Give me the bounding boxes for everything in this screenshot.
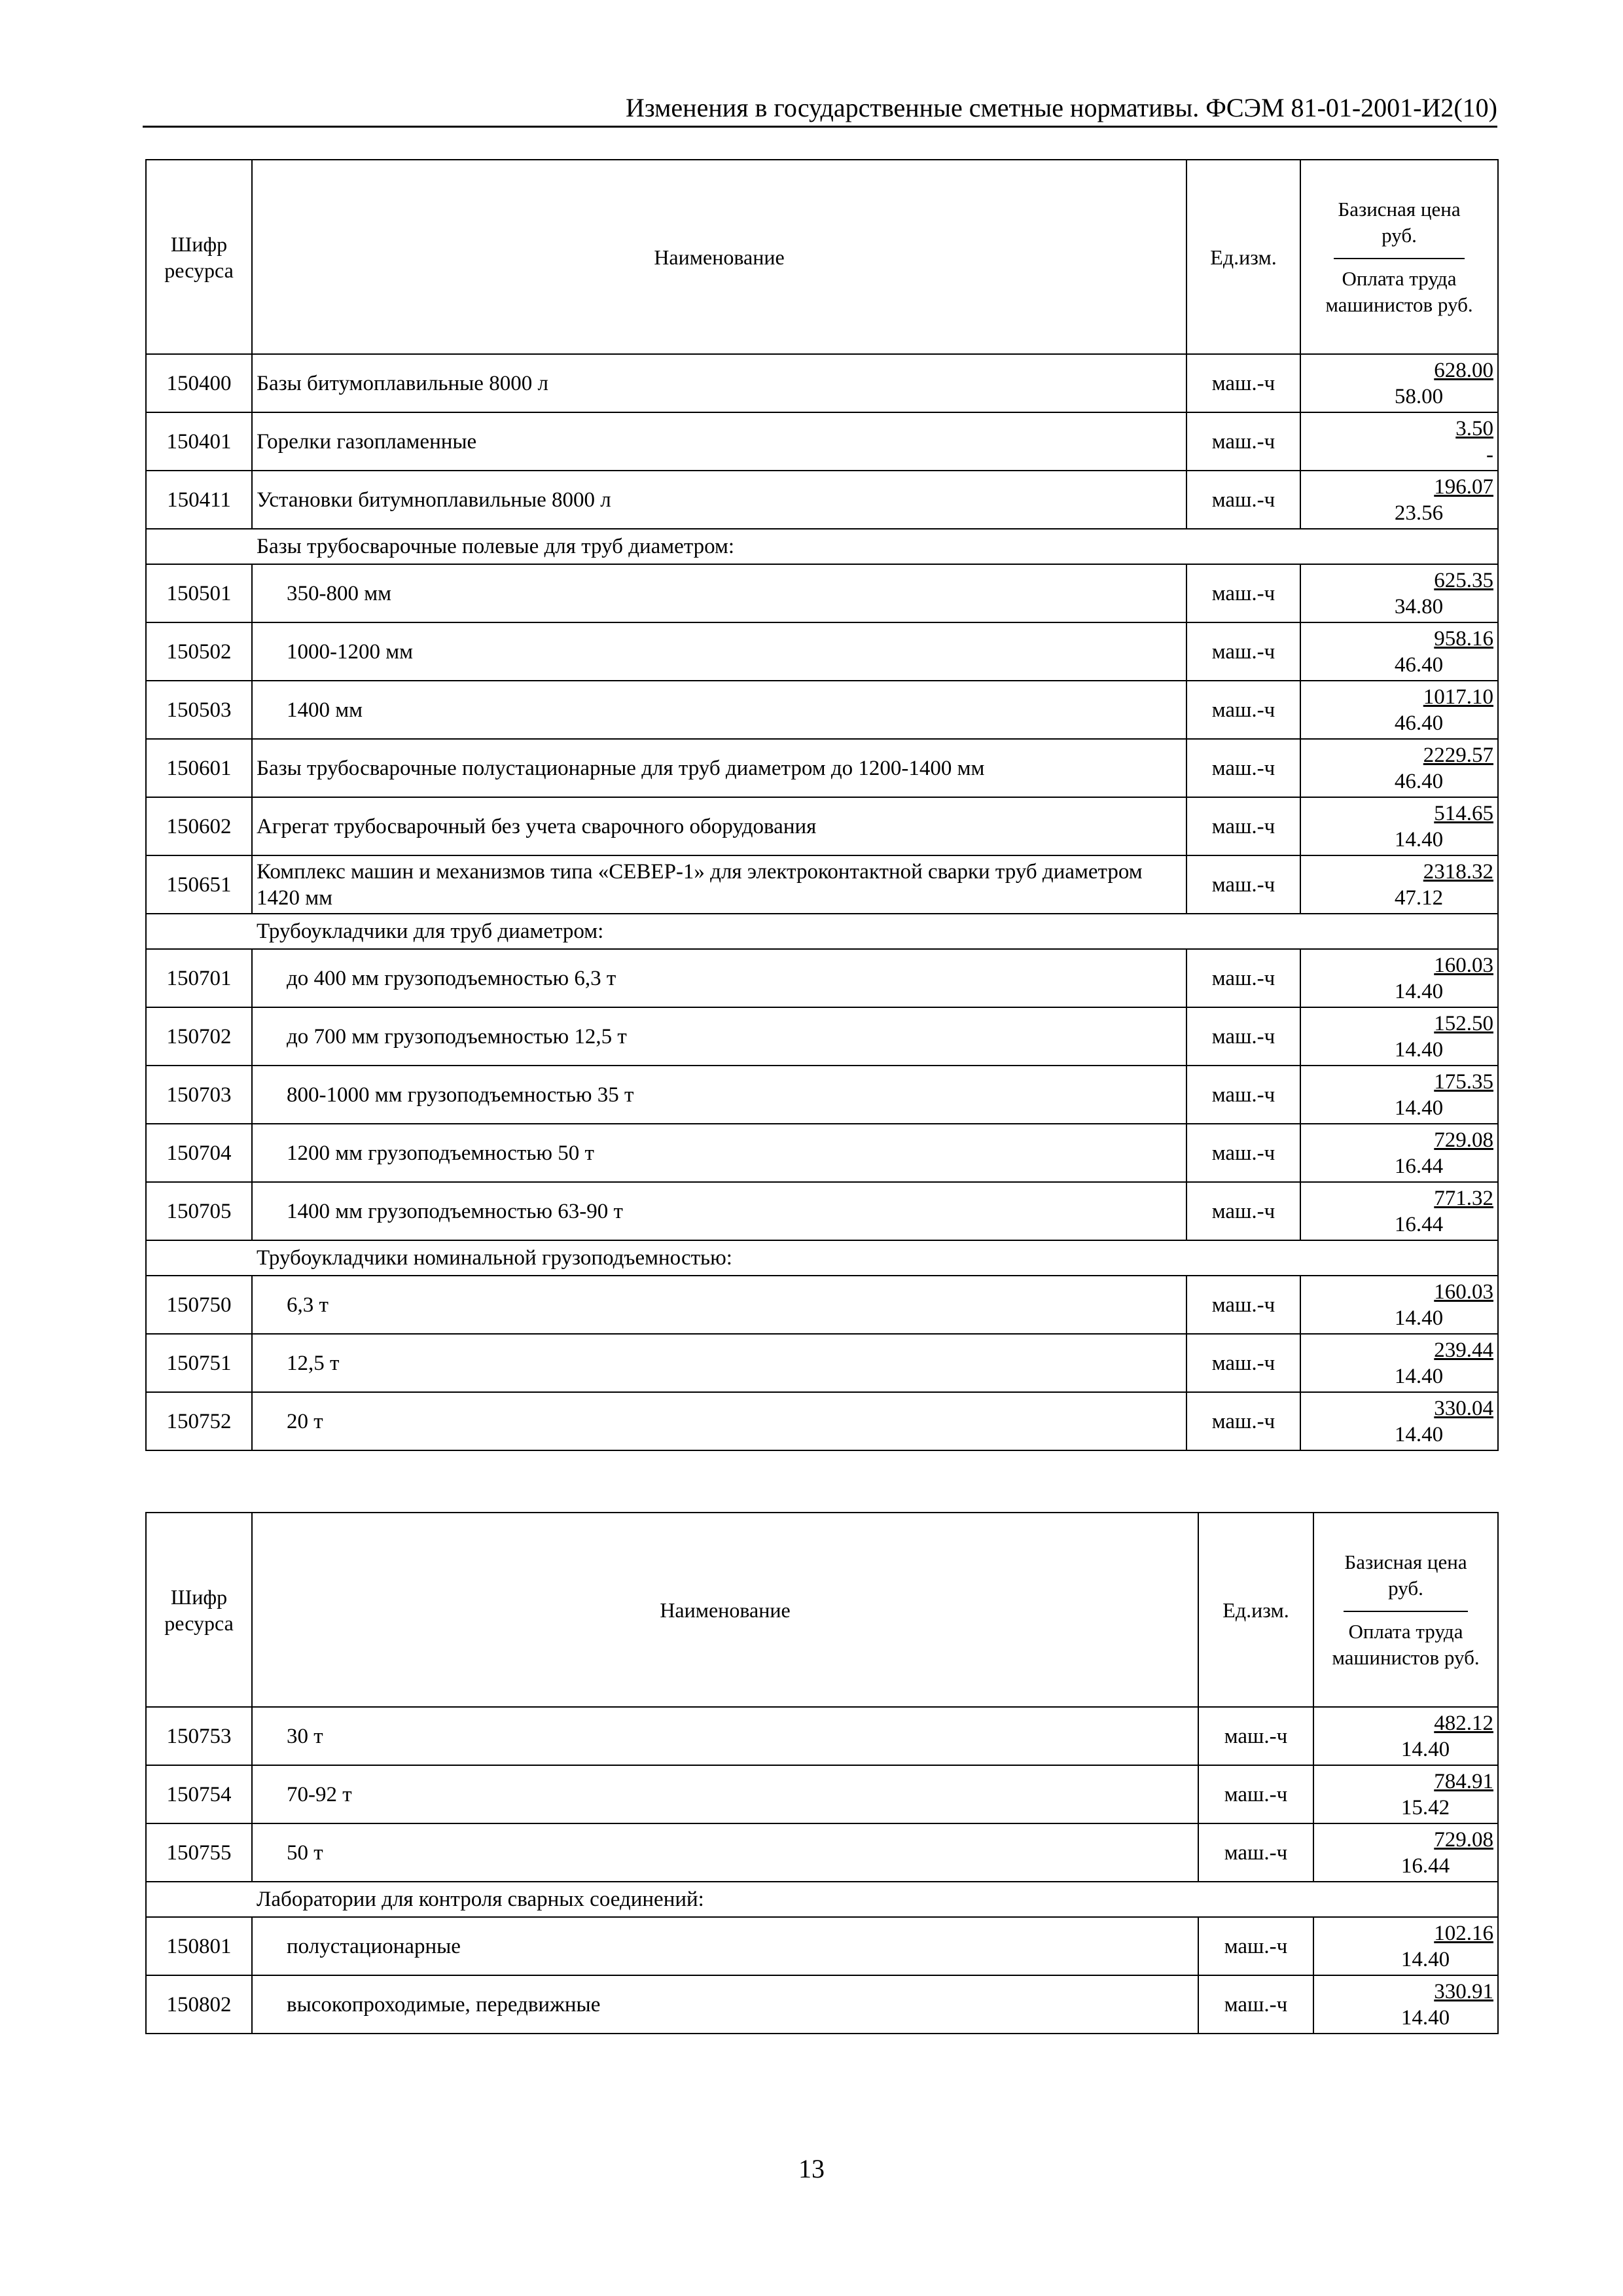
header-title: Изменения в государственные сметные нормативы. ФСЭМ 81-01-2001-И2(10) [625,93,1497,122]
price-cell [1300,1124,1498,1182]
operator-labor-cost: 14.40 [1394,1306,1444,1330]
operator-labor-cost: 14.40 [1394,827,1444,852]
operator-labor-cost: 15.42 [1400,1795,1450,1820]
resource-name: высокопроходимые, передвижные [252,1975,1198,2034]
resource-code: 150702 [146,1007,252,1066]
price-cell [1300,354,1498,412]
group-heading-row [146,1240,1498,1276]
column-header-name-text: Наименование [654,245,785,269]
operator-labor-cost: 46.40 [1394,711,1444,735]
resource-name: 50 т [252,1823,1198,1882]
table-row [146,1917,1498,1975]
resource-name: Комплекс машин и механизмов типа «СЕВЕР-1» для электроконтактной сварки труб диаметром 1420 мм [252,855,1186,914]
operator-labor-cost: 46.40 [1394,769,1444,793]
column-header-unit-text: Ед.изм. [1210,245,1277,269]
operator-labor-cost: 16.44 [1400,1854,1450,1878]
resource-name: 1400 мм грузоподъемностью 63-90 т [252,1182,1186,1240]
table-row [146,1124,1498,1182]
unit-of-measure: маш.-ч [1186,1124,1300,1182]
table-row [146,1007,1498,1066]
resource-name: 70-92 т [252,1765,1198,1823]
unit-of-measure: маш.-ч [1198,1707,1313,1765]
price-cell [1313,1823,1498,1882]
base-price: 729.08 [1434,1128,1493,1152]
base-price: 160.03 [1434,953,1493,977]
base-price: 1017.10 [1423,685,1493,709]
resource-name: Базы трубосварочные полустационарные для труб диаметром до 1200-1400 мм [252,739,1186,797]
table-row [146,949,1498,1007]
resource-code: 150601 [146,739,252,797]
page-number: 13 [798,2154,825,2183]
resource-code: 150701 [146,949,252,1007]
unit-of-measure: маш.-ч [1186,622,1300,681]
operator-labor-cost: 14.40 [1394,979,1444,1003]
unit-of-measure: маш.-ч [1186,564,1300,622]
operator-labor-cost: - [1486,442,1493,467]
base-price: 160.03 [1434,1280,1493,1304]
table-row [146,1334,1498,1392]
base-price: 482.12 [1434,1711,1493,1735]
resource-name: 20 т [252,1392,1186,1450]
table-row [146,681,1498,739]
price-cell [1300,1182,1498,1240]
price-cell [1300,471,1498,529]
column-header-code [146,160,252,354]
resource-code: 150751 [146,1334,252,1392]
resource-code: 150502 [146,622,252,681]
operator-labor-cost: 47.12 [1394,886,1444,910]
page-header [143,90,1497,128]
resource-code: 150704 [146,1124,252,1182]
column-header-price [1300,160,1498,354]
price-cell [1300,412,1498,471]
unit-of-measure: маш.-ч [1186,412,1300,471]
column-header-name [252,1513,1198,1707]
column-header-price-bottom: Оплата труда машинистов руб. [1325,266,1473,316]
table-row [146,354,1498,412]
group-heading: Лаборатории для контроля сварных соединений: [146,1882,1498,1917]
resource-code: 150651 [146,855,252,914]
unit-of-measure: маш.-ч [1198,1975,1313,2034]
header-divider-line [1334,258,1465,259]
operator-labor-cost: 46.40 [1394,653,1444,677]
table-row [146,1066,1498,1124]
base-price: 628.00 [1434,358,1493,382]
table-row [146,1765,1498,1823]
resource-code: 150602 [146,797,252,855]
table-row [146,412,1498,471]
base-price: 514.65 [1434,801,1493,825]
operator-labor-cost: 14.40 [1400,1737,1450,1761]
price-cell [1300,1007,1498,1066]
group-heading: Трубоукладчики номинальной грузоподъемностью: [146,1240,1498,1276]
resource-table-1 [145,159,1499,1451]
operator-labor-cost: 23.56 [1394,501,1444,525]
base-price: 330.91 [1434,1979,1493,2003]
column-header-price-top: Базисная цена руб. [1344,1550,1467,1600]
resource-name: до 700 мм грузоподъемностью 12,5 т [252,1007,1186,1066]
table-row [146,471,1498,529]
resource-name: 30 т [252,1707,1198,1765]
base-price: 175.35 [1434,1069,1493,1094]
resource-code: 150401 [146,412,252,471]
resource-code: 150755 [146,1823,252,1882]
price-cell [1313,1975,1498,2034]
base-price: 3.50 [1455,416,1493,440]
base-price: 102.16 [1434,1921,1493,1945]
price-cell [1300,1392,1498,1450]
base-price: 330.04 [1434,1396,1493,1420]
price-cell [1313,1765,1498,1823]
unit-of-measure: маш.-ч [1198,1765,1313,1823]
price-cell [1300,622,1498,681]
price-cell [1300,1276,1498,1334]
resource-code: 150400 [146,354,252,412]
table-row [146,1276,1498,1334]
base-price: 196.07 [1434,475,1493,499]
price-cell [1300,797,1498,855]
unit-of-measure: маш.-ч [1186,354,1300,412]
operator-labor-cost: 34.80 [1394,594,1444,619]
operator-labor-cost: 14.40 [1394,1037,1444,1062]
base-price: 729.08 [1434,1827,1493,1852]
operator-labor-cost: 14.40 [1400,1947,1450,1971]
base-price: 625.35 [1434,568,1493,592]
resource-code: 150501 [146,564,252,622]
operator-labor-cost: 14.40 [1400,2005,1450,2030]
resource-code: 150802 [146,1975,252,2034]
resource-name: полустационарные [252,1917,1198,1975]
column-header-name [252,160,1186,354]
table-row [146,739,1498,797]
resource-name: Установки битумноплавильные 8000 л [252,471,1186,529]
base-price: 771.32 [1434,1186,1493,1210]
price-cell [1300,681,1498,739]
resource-name: 350-800 мм [252,564,1186,622]
operator-labor-cost: 14.40 [1394,1422,1444,1446]
table-row [146,1707,1498,1765]
resource-code: 150503 [146,681,252,739]
base-price: 958.16 [1434,626,1493,651]
resource-code: 150753 [146,1707,252,1765]
unit-of-measure: маш.-ч [1198,1917,1313,1975]
header-divider-line [1344,1611,1468,1612]
column-header-unit [1198,1513,1313,1707]
table-row [146,1823,1498,1882]
operator-labor-cost: 14.40 [1394,1364,1444,1388]
unit-of-measure: маш.-ч [1186,855,1300,914]
column-header-code [146,1513,252,1707]
group-heading: Базы трубосварочные полевые для труб диаметром: [146,529,1498,564]
unit-of-measure: маш.-ч [1186,1066,1300,1124]
column-header-code-text: Шифр ресурса [164,232,234,282]
base-price: 2229.57 [1423,743,1493,767]
resource-code: 150705 [146,1182,252,1240]
table-row [146,797,1498,855]
resource-code: 150750 [146,1276,252,1334]
resource-code: 150754 [146,1765,252,1823]
unit-of-measure: маш.-ч [1186,1182,1300,1240]
group-heading-row [146,529,1498,564]
unit-of-measure: маш.-ч [1186,949,1300,1007]
price-cell [1300,949,1498,1007]
price-cell [1300,739,1498,797]
column-header-code-text: Шифр ресурса [164,1585,234,1635]
unit-of-measure: маш.-ч [1186,797,1300,855]
resource-name: до 400 мм грузоподъемностью 6,3 т [252,949,1186,1007]
resource-name: 6,3 т [252,1276,1186,1334]
resource-code: 150411 [146,471,252,529]
resource-name: 1000-1200 мм [252,622,1186,681]
resource-code: 150703 [146,1066,252,1124]
column-header-price [1313,1513,1498,1707]
price-cell [1313,1707,1498,1765]
base-price: 2318.32 [1423,859,1493,884]
column-header-name-text: Наименование [660,1598,791,1622]
group-heading: Трубоукладчики для труб диаметром: [146,914,1498,949]
unit-of-measure: маш.-ч [1186,1276,1300,1334]
unit-of-measure: маш.-ч [1186,1392,1300,1450]
table-row [146,564,1498,622]
resource-name: 800-1000 мм грузоподъемностью 35 т [252,1066,1186,1124]
resource-name: 12,5 т [252,1334,1186,1392]
base-price: 239.44 [1434,1338,1493,1362]
group-heading-row [146,1882,1498,1917]
resource-code: 150801 [146,1917,252,1975]
resource-name: Горелки газопламенные [252,412,1186,471]
resource-table-2 [145,1512,1499,2034]
resource-name: 1200 мм грузоподъемностью 50 т [252,1124,1186,1182]
unit-of-measure: маш.-ч [1186,739,1300,797]
unit-of-measure: маш.-ч [1186,1007,1300,1066]
price-cell [1300,855,1498,914]
price-cell [1313,1917,1498,1975]
resource-name: Базы битумоплавильные 8000 л [252,354,1186,412]
price-cell [1300,1334,1498,1392]
base-price: 784.91 [1434,1769,1493,1793]
table-row [146,1975,1498,2034]
column-header-unit [1186,160,1300,354]
table-row [146,622,1498,681]
operator-labor-cost: 14.40 [1394,1096,1444,1120]
column-header-unit-text: Ед.изм. [1222,1598,1289,1622]
operator-labor-cost: 58.00 [1394,384,1444,408]
resource-name: 1400 мм [252,681,1186,739]
unit-of-measure: маш.-ч [1186,471,1300,529]
operator-labor-cost: 16.44 [1394,1212,1444,1236]
price-cell [1300,1066,1498,1124]
price-cell [1300,564,1498,622]
table-row [146,1392,1498,1450]
unit-of-measure: маш.-ч [1198,1823,1313,1882]
table-row [146,855,1498,914]
column-header-price-top: Базисная цена руб. [1338,197,1461,247]
resource-name: Агрегат трубосварочный без учета сварочного оборудования [252,797,1186,855]
group-heading-row [146,914,1498,949]
column-header-price-bottom: Оплата труда машинистов руб. [1332,1619,1480,1669]
base-price: 152.50 [1434,1011,1493,1035]
table-row [146,1182,1498,1240]
unit-of-measure: маш.-ч [1186,1334,1300,1392]
unit-of-measure: маш.-ч [1186,681,1300,739]
operator-labor-cost: 16.44 [1394,1154,1444,1178]
resource-code: 150752 [146,1392,252,1450]
